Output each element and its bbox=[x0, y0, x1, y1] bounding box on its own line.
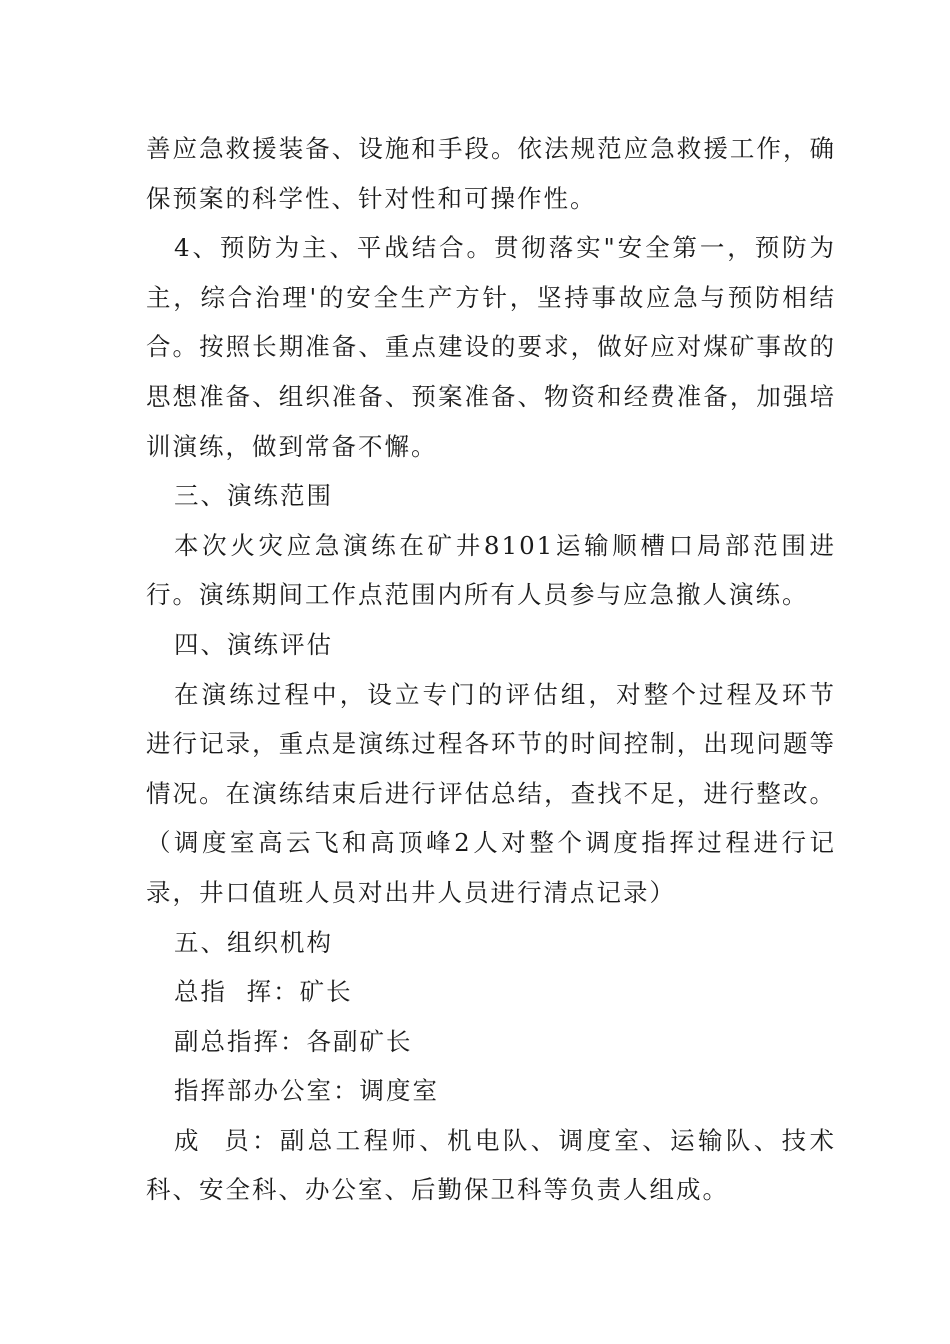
organization-deputy-commander: 副总指挥：各副矿长 bbox=[174, 1026, 413, 1056]
paragraph-drill-scope: 本次火灾应急演练在矿井8101运输顺槽口局部范围进行。演练期间工作点范围内所有人员参与应急撤人演练。 bbox=[146, 530, 836, 610]
paragraph-drill-evaluation: 在演练过程中，设立专门的评估组，对整个过程及环节进行记录，重点是演练过程各环节的时间控制，出现问题等情况。在演练结束后进行评估总结，查找不足，进行整改。（调度室高云飞和高顶峰2人对整个调度指挥过程进行记录，井口值班人员对出井人员进行清点记录） bbox=[146, 679, 836, 907]
section-heading-organization: 五、组织机构 bbox=[174, 927, 333, 957]
section-heading-drill-evaluation: 四、演练评估 bbox=[174, 629, 333, 659]
document-body bbox=[146, 124, 836, 1215]
organization-members: 成 员：副总工程师、机电队、调度室、运输队、技术科、安全科、办公室、后勤保卫科等负责人组成。 bbox=[146, 1125, 836, 1205]
organization-command-office: 指挥部办公室：调度室 bbox=[174, 1076, 439, 1106]
section-heading-drill-scope: 三、演练范围 bbox=[174, 481, 333, 511]
paragraph-principle-4: 4、预防为主、平战结合。贯彻落实"安全第一，预防为主，综合治理'的安全生产方针，坚持事故应急与预防相结合。按照长期准备、重点建设的要求，做好应对煤矿事故的思想准备、组织准备、预案准备、物资和经费准备，加强培训演练，做到常备不懈。 bbox=[146, 233, 836, 461]
organization-commander: 总指 挥：矿长 bbox=[174, 977, 353, 1007]
paragraph-continuation: 善应急救援装备、设施和手段。依法规范应急救援工作，确保预案的科学性、针对性和可操作性。 bbox=[146, 134, 836, 213]
